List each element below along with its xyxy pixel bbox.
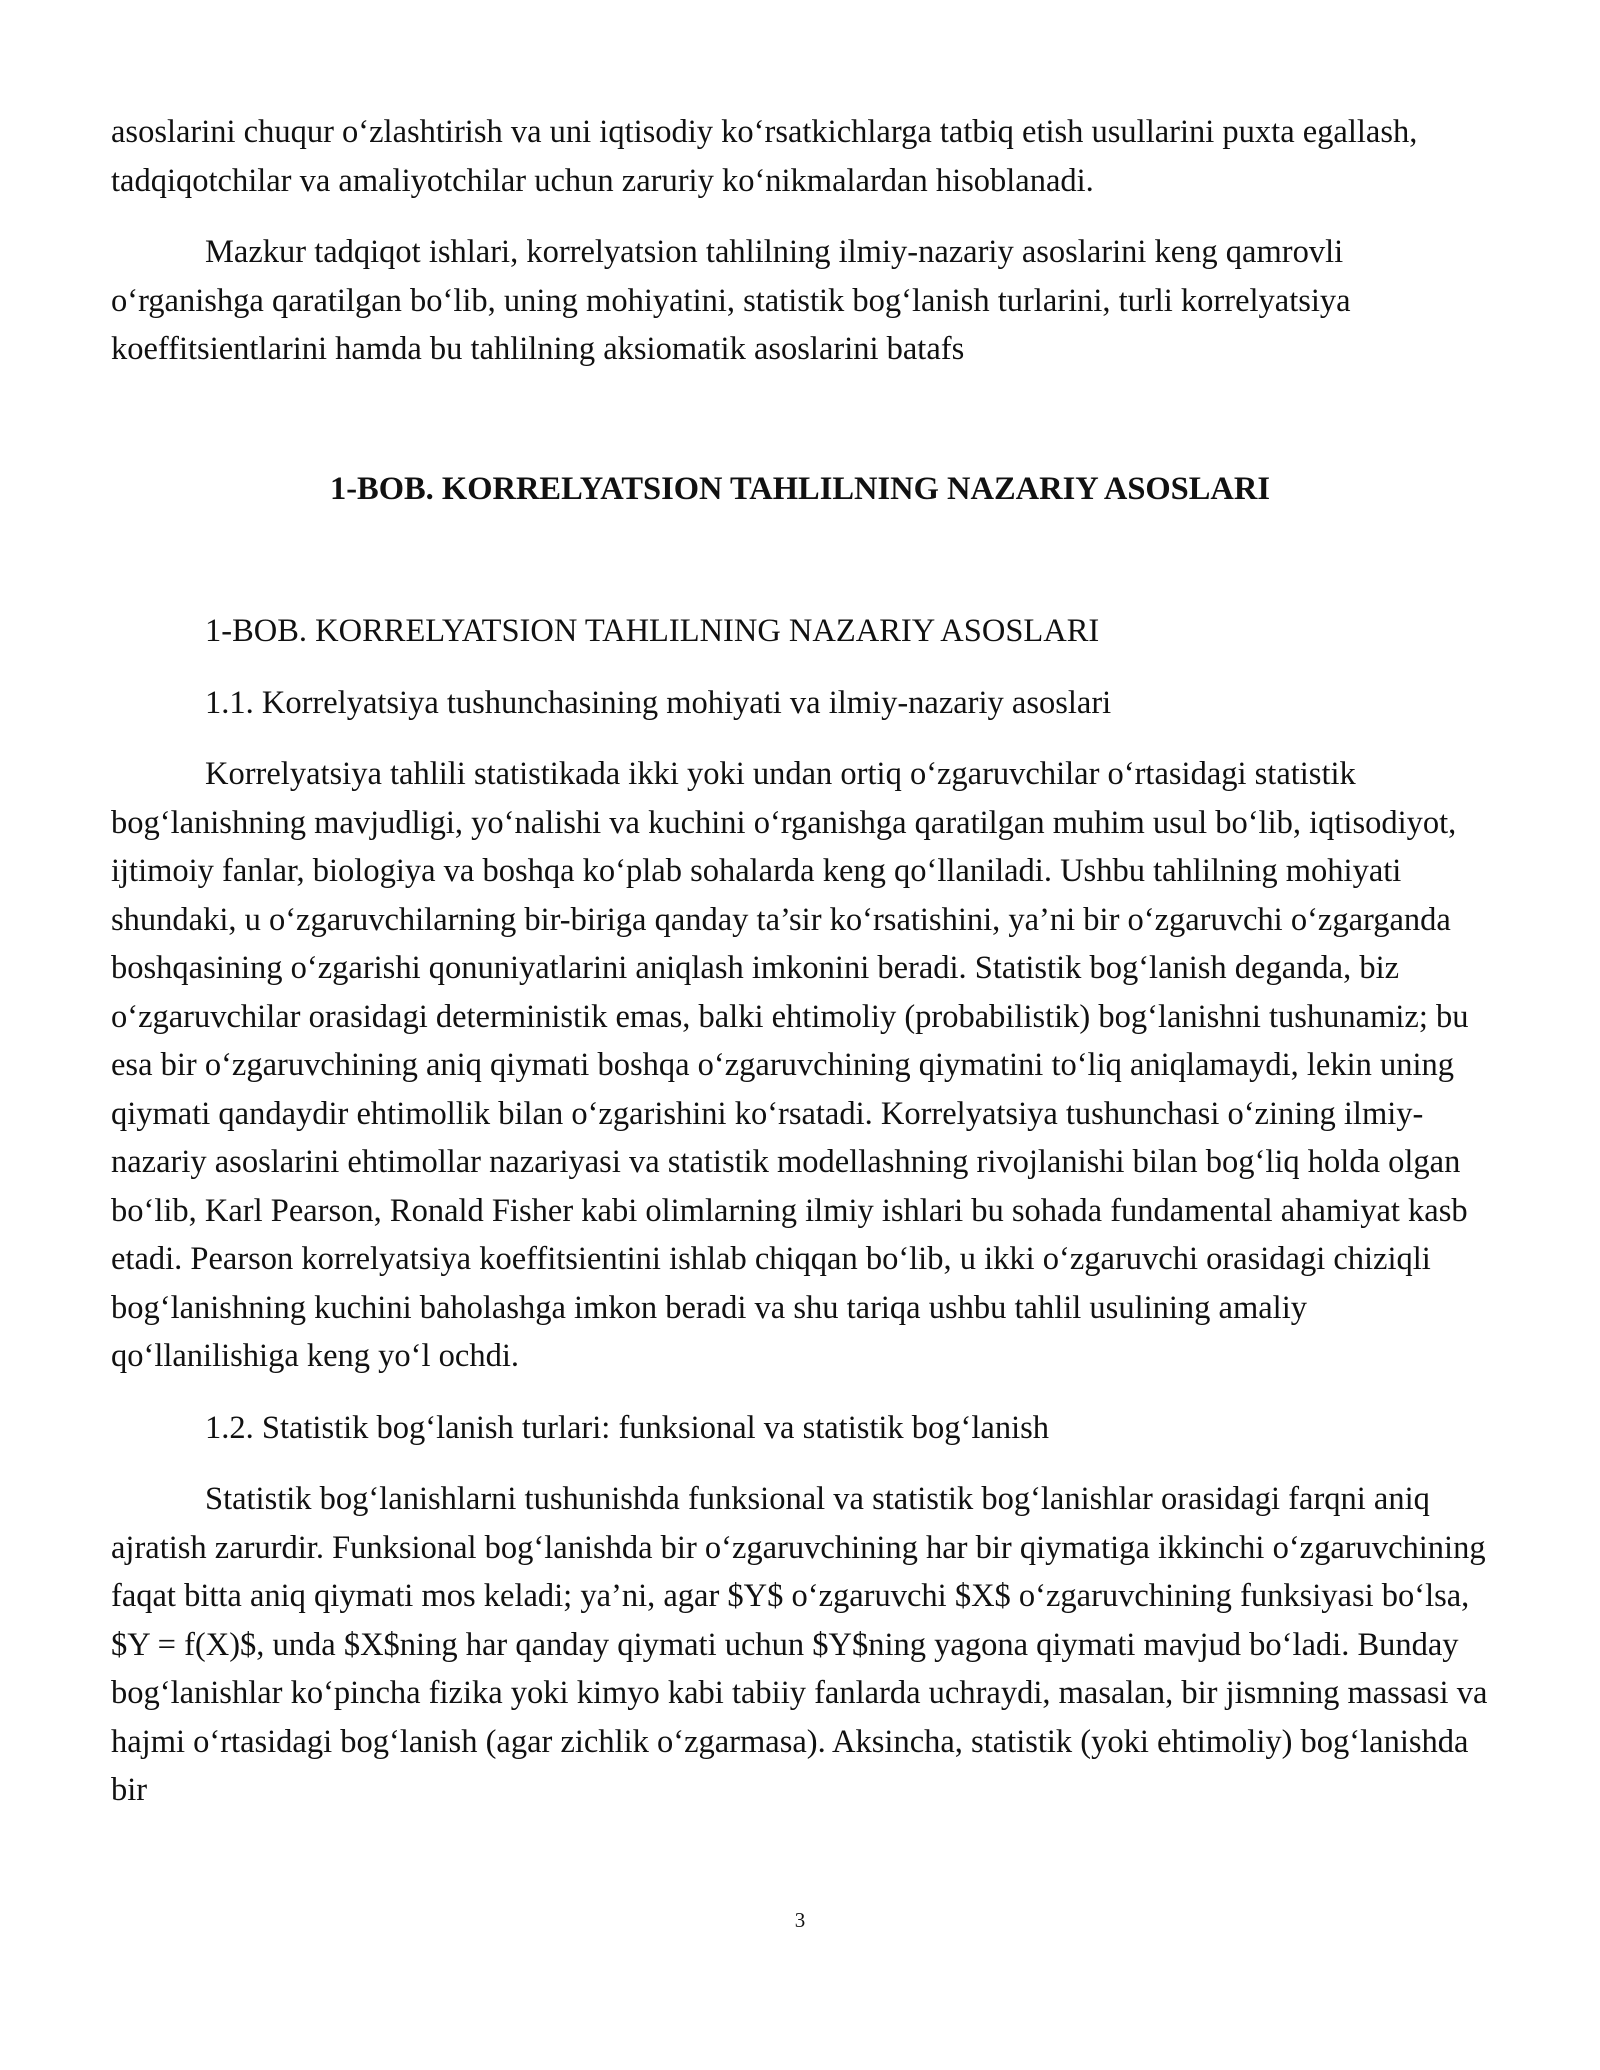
chapter-heading-bold: 1-BOB. KORRELYATSION TAHLILNING NAZARIY ASOSLARI xyxy=(329,470,1271,507)
paragraph-link-types: Statistik bog‘lanishlarni tushunishda funksional va statistik bog‘lanishlar orasidagi farqni aniq ajratish zarurdir. Funksional bog‘lanishda bir o‘zgaruvchining har bir qiymatiga ikkinchi o‘zgaruvchining faqat bitta aniq qiymati mos keladi; ya’ni, agar $Y$ o‘zgaruvchi $X$ o‘zgaruvchining funksiyasi bo‘lsa, $Y = f(X)$, unda $X$ning har qanday qiymati uchun $Y$ning yagona qiymati mavjud bo‘ladi. Bunday bog‘lanishlar ko‘pincha fizika yoki kimyo kabi tabiiy fanlarda uchraydi, masalan, bir jismning massasi va hajmi o‘rtasidagi bog‘lanish (agar zichlik o‘zgarmasa). Aksincha, statistik (yoki ehtimoliy) bog‘lanishda bir xyxy=(111,1481,1488,1808)
page-number: 3 xyxy=(794,1908,806,1932)
paragraph-intro-continuation: asoslarini chuqur o‘zlashtirish va uni iqtisodiy ko‘rsatkichlarga tatbiq etish usullarini puxta egallash, tadqiqotchilar va amaliyotchilar uchun zaruriy ko‘nikmalardan hisoblanadi. xyxy=(111,114,1418,199)
section-heading-1-1: 1.1. Korrelyatsiya tushunchasining mohiyati va ilmiy-nazariy asoslari xyxy=(205,684,1112,721)
section-heading-1-2: 1.2. Statistik bog‘lanish turlari: funksional va statistik bog‘lanish xyxy=(205,1409,1050,1446)
chapter-heading-plain: 1-BOB. KORRELYATSION TAHLILNING NAZARIY ASOSLARI xyxy=(205,613,1100,649)
paragraph-correlation-essence: Korrelyatsiya tahlili statistikada ikki yoki undan ortiq o‘zgaruvchilar o‘rtasidagi statistik bog‘lanishning mavjudligi, yo‘nalishi va kuchini o‘rganishga qaratilgan muhim usul bo‘lib, iqtisodiyot, ijtimoiy fanlar, biologiya va boshqa ko‘plab sohalarda keng qo‘llaniladi. Ushbu tahlilning mohiyati shundaki, u o‘zgaruvchilarning bir-biriga qanday ta’sir ko‘rsatishini, ya’ni bir o‘zgaruvchi o‘zgarganda boshqasining o‘zgarishi qonuniyatlarini aniqlash imkonini beradi. Statistik bog‘lanish deganda, biz o‘zgaruvchilar orasidagi deterministik emas, balki ehtimoliy (probabilistik) bog‘lanishni tushunamiz; bu esa bir o‘zgaruvchining aniq qiymati boshqa o‘zgaruvchining qiymatini to‘liq aniqlamaydi, lekin uning qiymati qandaydir ehtimollik bilan o‘zgarishini ko‘rsatadi. Korrelyatsiya tushunchasi o‘zining ilmiy-nazariy asoslarini ehtimollar nazariyasi va statistik modellashning rivojlanishi bilan bog‘liq holda olgan bo‘lib, Karl Pearson, Ronald Fisher kabi olimlarning ilmiy ishlari bu sohada fundamental ahamiyat kasb etadi. Pearson korrelyatsiya koeffitsientini ishlab chiqqan bo‘lib, u ikki o‘zgaruvchi orasidagi chiziqli bog‘lanishning kuchini baholashga imkon beradi va shu tariqa ushbu tahlil usulining amaliy qo‘llanilishiga keng yo‘l ochdi. xyxy=(111,756,1469,1374)
document-page xyxy=(111,108,1489,1815)
paragraph-research-scope: Mazkur tadqiqot ishlari, korrelyatsion tahlilning ilmiy-nazariy asoslarini keng qamrovli o‘rganishga qaratilgan bo‘lib, uning mohiyatini, statistik bog‘lanish turlarini, turli korrelyatsiya koeffitsientlarini hamda bu tahlilning aksiomatik asoslarini batafs xyxy=(111,234,1351,367)
